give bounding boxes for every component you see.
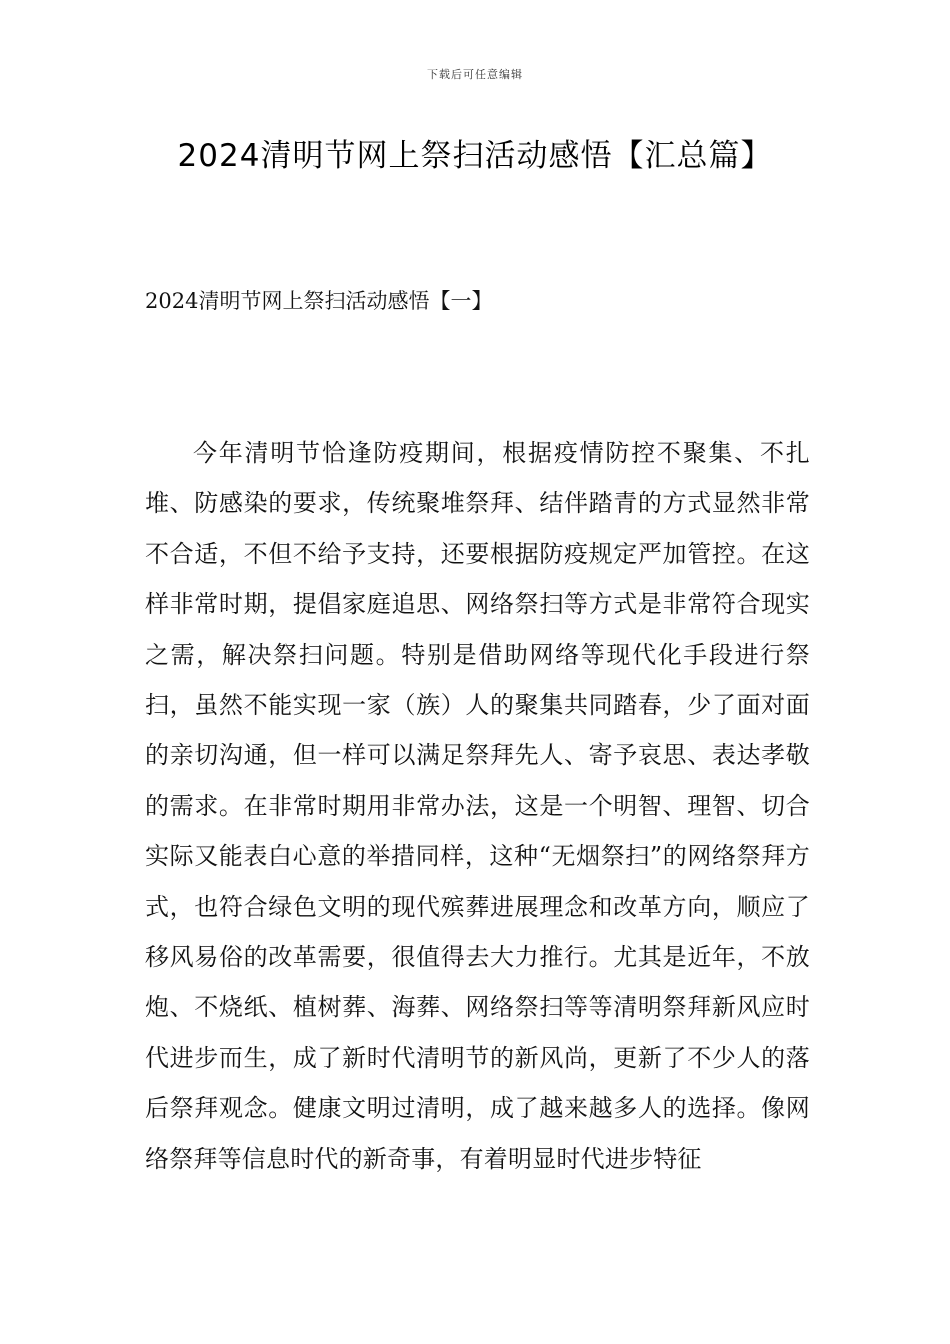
document-title: 2024清明节网上祭扫活动感悟【汇总篇】 (177, 138, 773, 174)
section-heading: 2024清明节网上祭扫活动感悟【一】 (145, 289, 493, 313)
header-note: 下载后可任意编辑 (427, 68, 523, 81)
body-paragraph: 今年清明节恰逢防疫期间，根据疫情防控不聚集、不扎堆、防感染的要求，传统聚堆祭拜、结伴踏青的方式显然非常不合适，不但不给予支持，还要根据防疫规定严加管控。在这样非常时期，提倡家庭追思、网络祭扫等方式是非常符合现实之需，解决祭扫问题。特别是借助网络等现代化手段进行祭扫，虽然不能实现一家（族）人的聚集共同踏春，少了面对面的亲切沟通，但一样可以满足祭拜先人、寄予哀思、表达孝敬的需求。在非常时期用非常办法，这是一个明智、理智、切合实际又能表白心意的举措同样，这种“无烟祭扫”的网络祭拜方式，也符合绿色文明的现代殡葬进展理念和改革方向，顺应了移风易俗的改革需要，很值得去大力推行。尤其是近年，不放炮、不烧纸、植树葬、海葬、网络祭扫等等清明祭拜新风应时代进步而生，成了新时代清明节的新风尚，更新了不少人的落后祭拜观念。健康文明过清明，成了越来越多人的选择。像网络祭拜等信息时代的新奇事，有着明显时代进步特征 (145, 439, 810, 1173)
